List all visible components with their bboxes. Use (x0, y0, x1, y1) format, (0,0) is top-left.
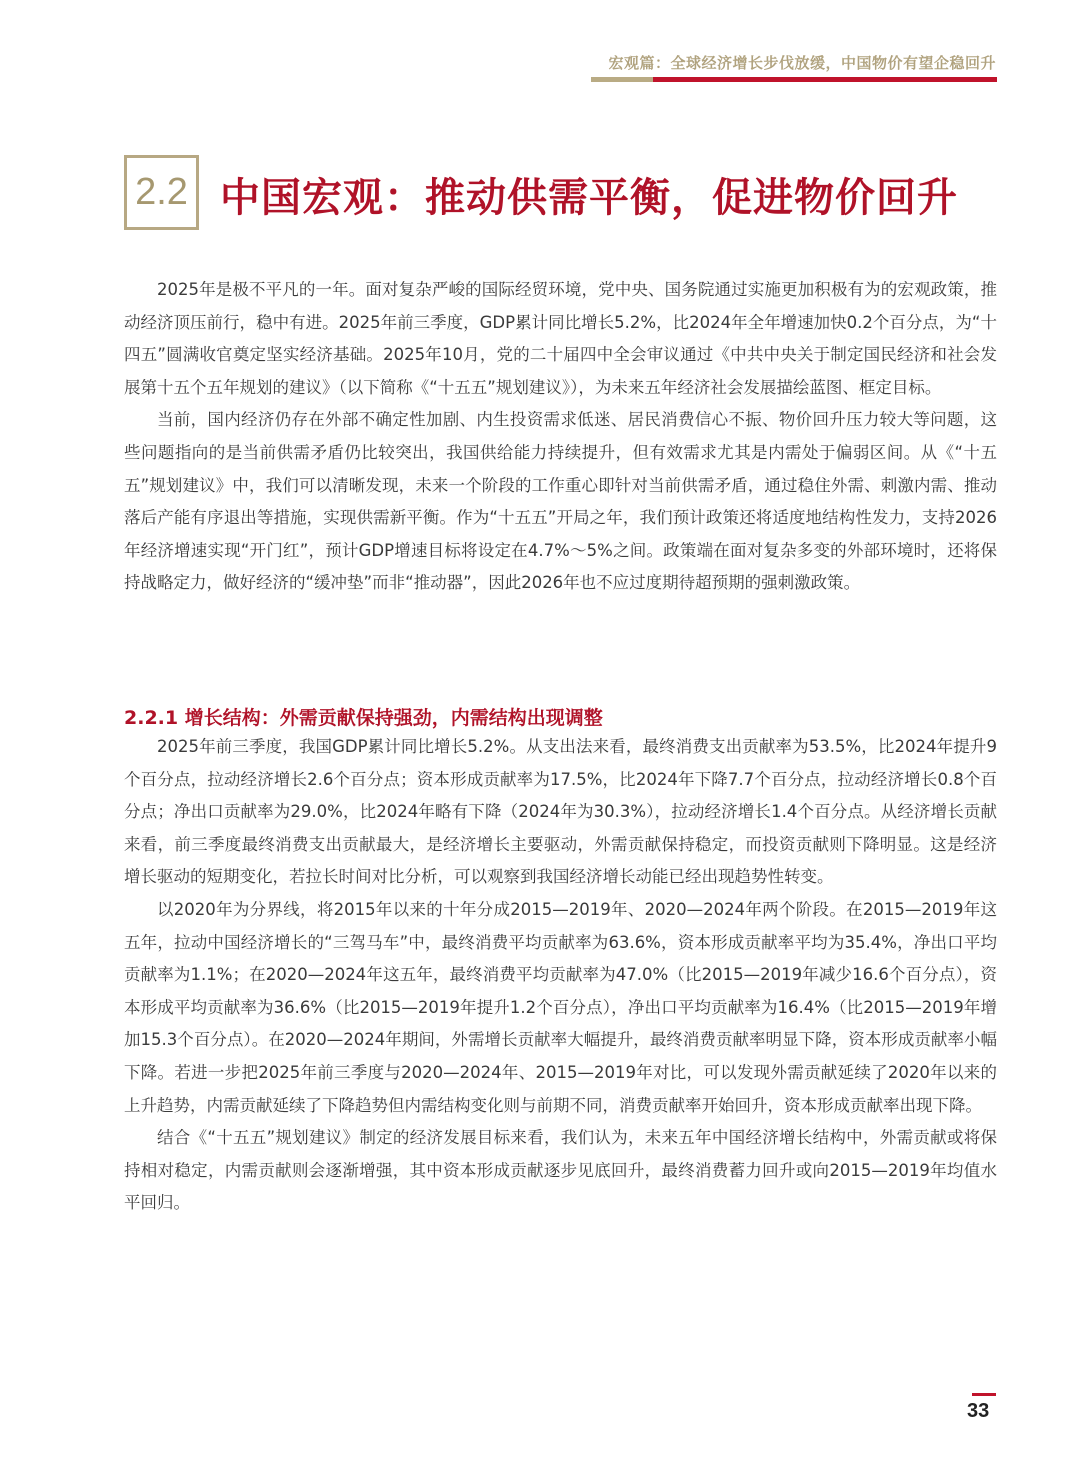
subsection-paragraphs (124, 731, 997, 1220)
header-rule-red (653, 77, 997, 82)
section-number: 2.2 (135, 171, 188, 213)
header-rule (591, 77, 997, 82)
intro-paragraphs (124, 274, 997, 600)
subsection-heading: 2.2.1 增长结构：外需贡献保持强劲，内需结构出现调整 (124, 707, 603, 729)
page-number-rule (972, 1393, 996, 1396)
paragraph: 结合《“十五五”规划建议》制定的经济发展目标来看，我们认为，未来五年中国经济增长结构中，外需贡献或将保持相对稳定，内需贡献则会逐渐增强，其中资本形成贡献逐步见底回升，最终消费蓄力回升或向2015—2019年均值水平回归。 (124, 1128, 997, 1213)
paragraph: 2025年是极不平凡的一年。面对复杂严峻的国际经贸环境，党中央、国务院通过实施更加积极有为的宏观政策，推动经济顶压前行，稳中有进。2025年前三季度，GDP累计同比增长5.2%，比2024年全年增速加快0.2个百分点，为“十四五”圆满收官奠定坚实经济基础。2025年10月，党的二十届四中全会审议通过《中共中央关于制定国民经济和社会发展第十五个五年规划的建议》（以下简称《“十五五”规划建议》），为未来五年经济社会发展描绘蓝图、框定目标。 (124, 280, 997, 397)
section-title: 中国宏观：推动供需平衡，促进物价回升 (220, 175, 958, 221)
paragraph: 以2020年为分界线，将2015年以来的十年分成2015—2019年、2020—2024年两个阶段。在2015—2019年这五年，拉动中国经济增长的“三驾马车”中，最终消费平均贡献率为63.6%，资本形成贡献率平均为35.4%，净出口平均贡献率为1.1%；在2020—2024年这五年，最终消费平均贡献率为47.0%（比2015—2019年减少16.6个百分点），资本形成平均贡献率为36.6%（比2015—2019年提升1.2个百分点），净出口平均贡献率为16.4%（比2015—2019年增加15.3个百分点）。在2020—2024年期间，外需增长贡献率大幅提升，最终消费贡献率明显下降，资本形成贡献率小幅下降。若进一步把2025年前三季度与2020—2024年、2015—2019年对比，可以发现外需贡献延续了2020年以来的上升趋势，内需贡献延续了下降趋势但内需结构变化则与前期不同，消费贡献率开始回升，资本形成贡献率出现下降。 (124, 899, 997, 1115)
paragraph: 当前，国内经济仍存在外部不确定性加剧、内生投资需求低迷、居民消费信心不振、物价回升压力较大等问题，这些问题指向的是当前供需矛盾仍比较突出，我国供给能力持续提升，但有效需求尤其是内需处于偏弱区间。从《“十五五”规划建议》中，我们可以清晰发现，未来一个阶段的工作重心即针对当前供需矛盾，通过稳住外需、刺激内需、推动落后产能有序退出等措施，实现供需新平衡。作为“十五五”开局之年，我们预计政策还将适度地结构性发力，支持2026年经济增速实现“开门红”，预计GDP增速目标将设定在4.7%～5%之间。政策端在面对复杂多变的外部环境时，还将保持战略定力，做好经济的“缓冲垫”而非“推动器”，因此2026年也不应过度期待超预期的强刺激政策。 (124, 410, 997, 593)
section-number-box (124, 155, 199, 230)
header-rule-gold (591, 77, 653, 82)
running-header: 宏观篇：全球经济增长步伐放缓，中国物价有望企稳回升 (608, 54, 996, 72)
page-number: 33 (967, 1400, 990, 1422)
paragraph: 2025年前三季度，我国GDP累计同比增长5.2%。从支出法来看，最终消费支出贡献率为53.5%，比2024年提升9个百分点，拉动经济增长2.6个百分点；资本形成贡献率为17.5%，比2024年下降7.7个百分点，拉动经济增长0.8个百分点；净出口贡献率为29.0%，比2024年略有下降（2024年为30.3%），拉动经济增长1.4个百分点。从经济增长贡献来看，前三季度最终消费支出贡献最大，是经济增长主要驱动，外需贡献保持稳定，而投资贡献则下降明显。这是经济增长驱动的短期变化，若拉长时间对比分析，可以观察到我国经济增长动能已经出现趋势性转变。 (124, 737, 997, 887)
